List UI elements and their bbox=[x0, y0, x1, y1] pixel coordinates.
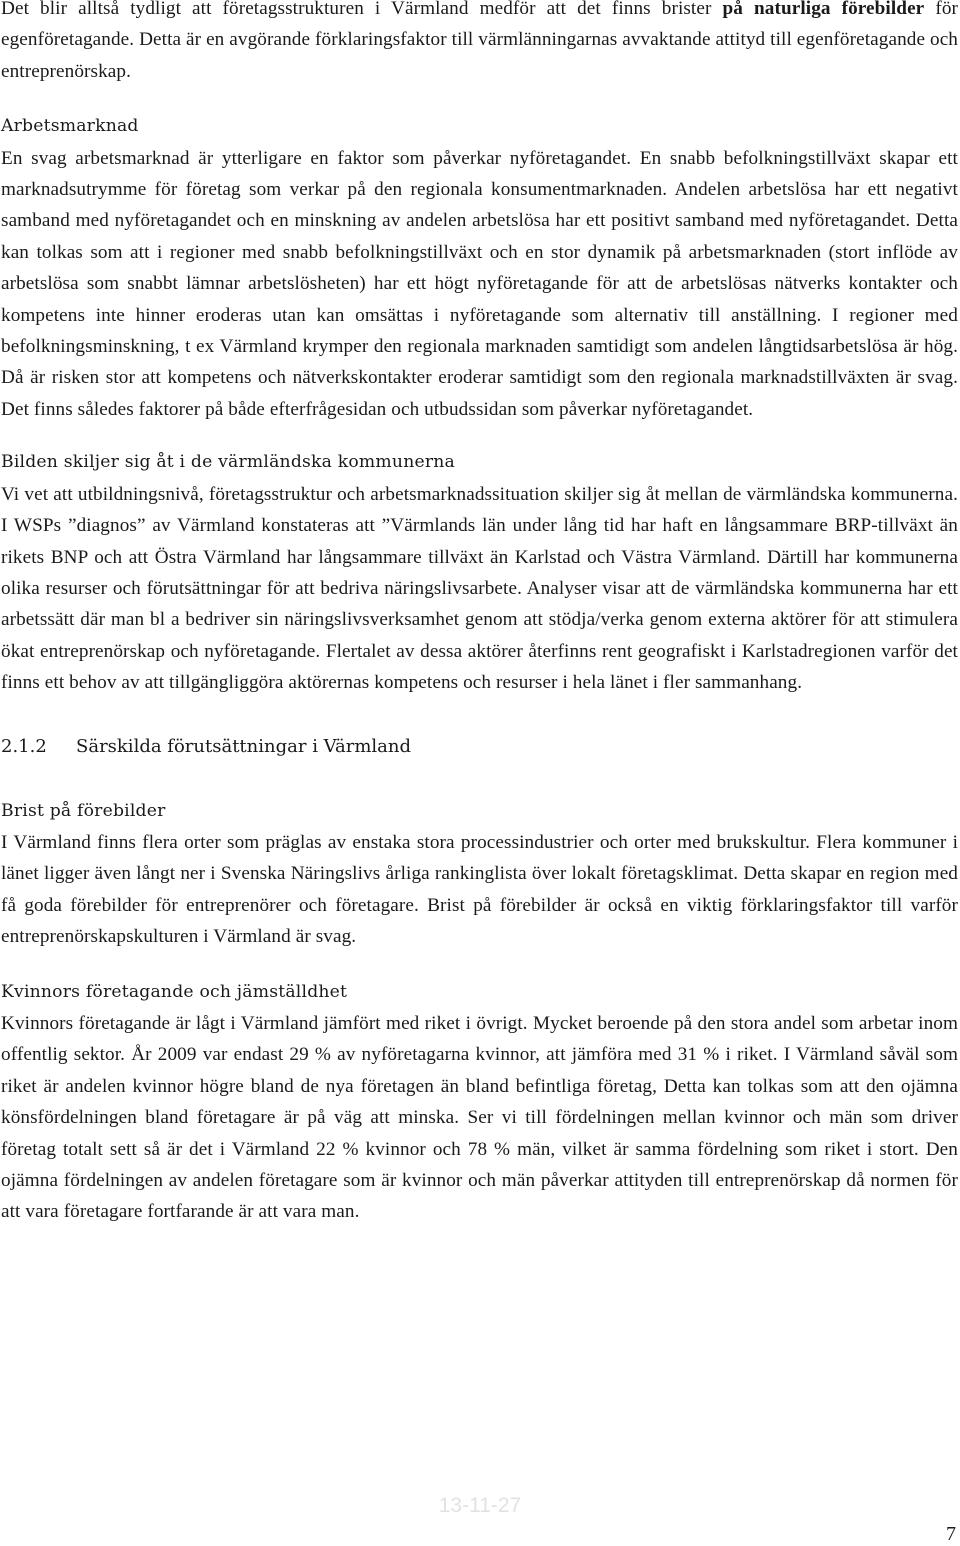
heading-bilden: Bilden skiljer sig åt i de värmländska kommunerna bbox=[1, 452, 455, 473]
section-heading bbox=[1, 731, 958, 762]
intro-bold-phrase: på naturliga förebilder bbox=[722, 0, 925, 19]
paragraph-arbetsmarknad: En svag arbetsmarknad är ytterligare en faktor som påverkar nyföretagandet. En snabb befolkningstillväxt skapar ett marknadsutrymme för företag som verkar på den regionala konsumentmarknaden. Andelen arbetslösa har ett negativt samband med nyföretagandet och en minskning av andelen arbetslösa har ett positivt samband med nyföretagandet. Detta kan tolkas som att i regioner med snabb befolkningstillväxt och en stor dynamik på arbetsmarknaden (stort inflöde av arbetslösa som snabbt lämnar arbetslösheten) har ett högt nyföretagande för att de arbetslösas nätverks kontakter och kompetens inte hinner eroderas utan kan omsättas i nyföretagande som alternativ till anställning. I regioner med befolkningsminskning, t ex Värmland krymper den regionala marknaden samtidigt som andelen långtidsarbetslösa är hög. Då är risken stor att kompetens och nätverkskontakter eroderar samtidigt som den regionala marknadstillväxten är svag. Det finns således faktorer på både efterfrågesidan och utbudssidan som påverkar nyföretagandet. bbox=[1, 147, 958, 420]
heading-arbetsmarknad: Arbetsmarknad bbox=[1, 116, 139, 137]
section-number: 2.1.2 bbox=[1, 735, 47, 757]
paragraph-kvinnor: Kvinnors företagande är lågt i Värmland jämfört med riket i övrigt. Mycket beroende på den stora andel som arbetar inom offentlig sektor. År 2009 var endast 29 % av nyföretagarna kvinnor, att jämföra med 31 % i riket. I Värmland såväl som riket är andelen kvinnor högre bland de nya företagen än bland befintliga företag, Detta kan tolkas som att den ojämna könsfördelningen bland företagare är på väg att minska. Ser vi till fördelningen mellan kvinnor och män som driver företag totalt sett så är det i Värmland 22 % kvinnor och 78 % män, vilket är samma fördelning som riket i stort. Den ojämna fördelningen av andelen företagare som är kvinnor och män påverkar attityden till entreprenörskap då normen för att vara företagare fortfarande är att vara man. bbox=[1, 1012, 958, 1223]
paragraph-bilden: Vi vet att utbildningsnivå, företagsstruktur och arbetsmarknadssituation skiljer sig åt mellan de värmländska kommunerna. I WSPs ”diagnos” av Värmland konstateras att ”Värmlands län under lång tid har haft en långsammare BRP-tillväxt än rikets BNP och att Östra Värmland har långsammare tillväxt än Karlstad och Västra Värmland. Därtill har kommunerna olika resurser och förutsättningar för att bedriva näringslivsarbete. Analyser visar att de värmländska kommunerna har ett arbetssätt där man bl a bedriver sin näringslivsverksamhet genom att stödja/verka genom externa aktörer för att stimulera ökat entreprenörskap och nyföretagande. Flertalet av dessa aktörer återfinns rent geografiskt i Karlstadregionen varför det finns ett behov av att tillgängliggöra aktörernas kompetens och resurser i hela länet i fler sammanhang. bbox=[1, 483, 958, 694]
heading-brist: Brist på förebilder bbox=[1, 800, 166, 821]
intro-paragraph bbox=[1, 0, 958, 87]
section-title: Särskilda förutsättningar i Värmland bbox=[76, 735, 412, 757]
page-number: 7 bbox=[946, 1523, 956, 1545]
paragraph-brist: I Värmland finns flera orter som präglas av enstaka stora processindustrier och orter med brukskultur. Flera kommuner i länet ligger även långt ner i Svenska Näringslivs årliga rankinglista över lokalt företagsklimat. Detta skapar en region med få goda förebilder för entreprenörer och företagare. Brist på förebilder är också en viktig förklaringsfaktor till varför entreprenörskapskulturen i Värmland är svag. bbox=[1, 831, 958, 948]
intro-text-start: Det blir alltså tydligt att företagsstrukturen i Värmland medför att det finns brister bbox=[1, 0, 723, 19]
heading-kvinnor: Kvinnors företagande och jämställdhet bbox=[1, 981, 348, 1002]
footer-date: 13-11-27 bbox=[438, 1494, 522, 1517]
intro-text-end: för egenföretagande. Detta är en avgörande förklaringsfaktor till värmlänningarnas avvaktande attityd till egenföretagande och entreprenörskap. bbox=[1, 0, 959, 82]
